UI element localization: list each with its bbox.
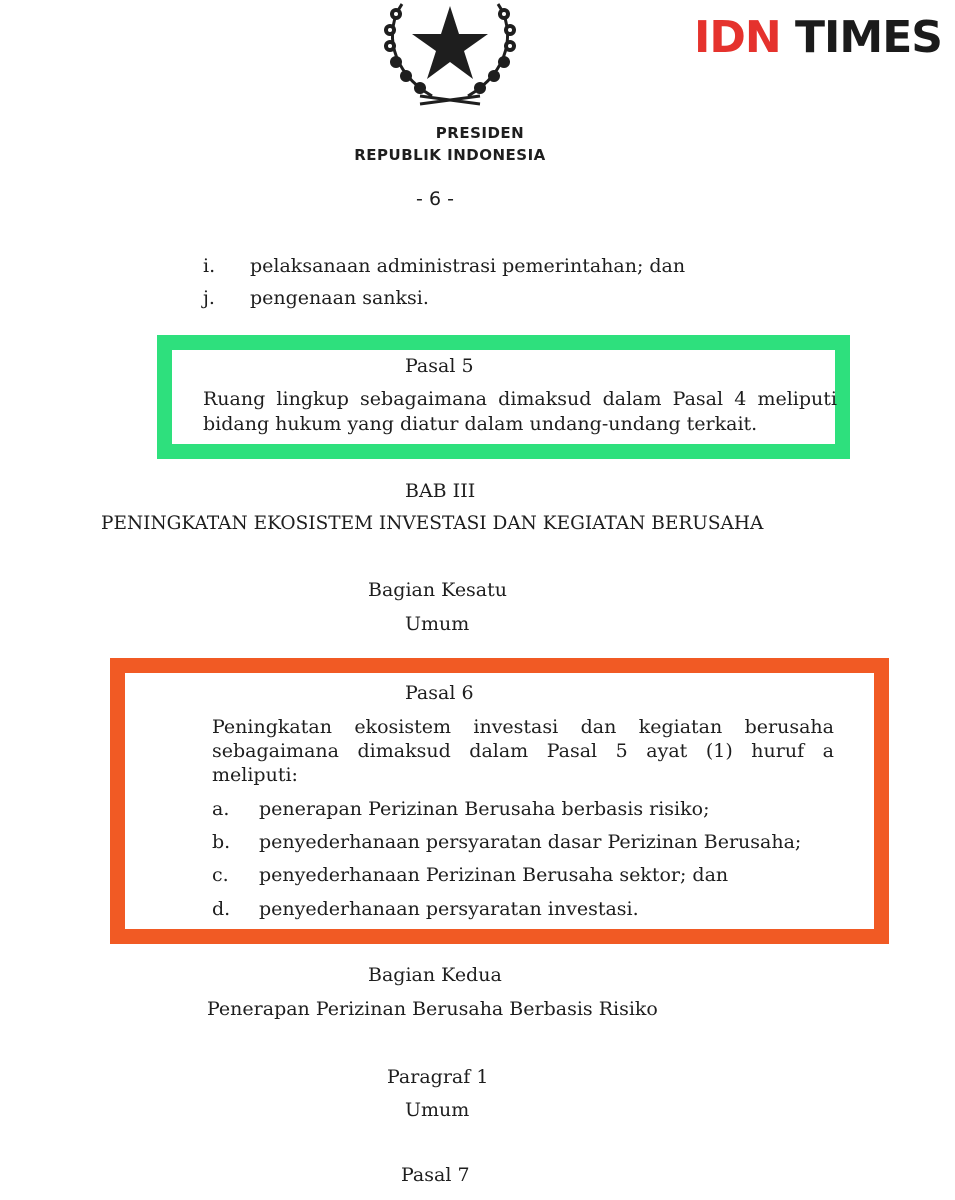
pasal5-line2: bidang hukum yang diatur dalam undang-undang terkait. — [203, 413, 758, 435]
pasal6-item-text: penerapan Perizinan Berusaha berbasis risiko; — [259, 798, 710, 820]
pasal6-intro-line1: Peningkatan ekosistem investasi dan kegiatan berusaha — [212, 716, 834, 738]
paragraf1-subtitle: Umum — [405, 1099, 470, 1121]
pasal6-item-text: penyederhanaan Perizinan Berusaha sektor; dan — [259, 864, 729, 886]
list-item-text: pengenaan sanksi. — [250, 287, 429, 309]
paragraf1-title: Paragraf 1 — [387, 1066, 489, 1088]
pasal6-item-text: penyederhanaan persyaratan investasi. — [259, 898, 639, 920]
institution-line2: REPUBLIK INDONESIA — [354, 146, 546, 164]
list-item-marker: i. — [203, 255, 216, 277]
page-number: - 6 - — [416, 188, 454, 210]
bab-number: BAB III — [405, 480, 476, 502]
pasal6-item-marker: b. — [212, 831, 231, 853]
bagian2-title: Bagian Kedua — [368, 964, 502, 986]
pasal6-item-text: penyederhanaan persyaratan dasar Perizinan Berusaha; — [259, 831, 802, 853]
garuda-star-emblem-icon — [380, 0, 520, 106]
pasal7-title: Pasal 7 — [401, 1164, 470, 1186]
pasal6-intro-line3: meliputi: — [212, 764, 298, 786]
bab-title: PENINGKATAN EKOSISTEM INVESTASI DAN KEGIATAN BERUSAHA — [101, 513, 764, 534]
pasal5-title: Pasal 5 — [405, 355, 474, 377]
pasal5-line1: Ruang lingkup sebagaimana dimaksud dalam Pasal 4 meliputi — [203, 388, 837, 410]
institution-line1: PRESIDEN — [435, 124, 525, 142]
bagian2-subtitle: Penerapan Perizinan Berusaha Berbasis Risiko — [207, 998, 658, 1020]
brand-part2: TIMES — [780, 12, 942, 63]
pasal6-item-marker: a. — [212, 798, 230, 820]
pasal6-intro-line2: sebagaimana dimaksud dalam Pasal 5 ayat (1) huruf a — [212, 740, 834, 762]
list-item-text: pelaksanaan administrasi pemerintahan; dan — [250, 255, 686, 277]
brand-part1: IDN — [694, 12, 781, 63]
pasal6-item-marker: c. — [212, 864, 229, 886]
pasal6-item-marker: d. — [212, 898, 231, 920]
idn-times-logo — [694, 12, 942, 64]
list-item-marker: j. — [203, 287, 215, 309]
bagian1-title: Bagian Kesatu — [368, 579, 508, 601]
bagian1-subtitle: Umum — [405, 613, 470, 635]
pasal6-title: Pasal 6 — [405, 682, 474, 704]
